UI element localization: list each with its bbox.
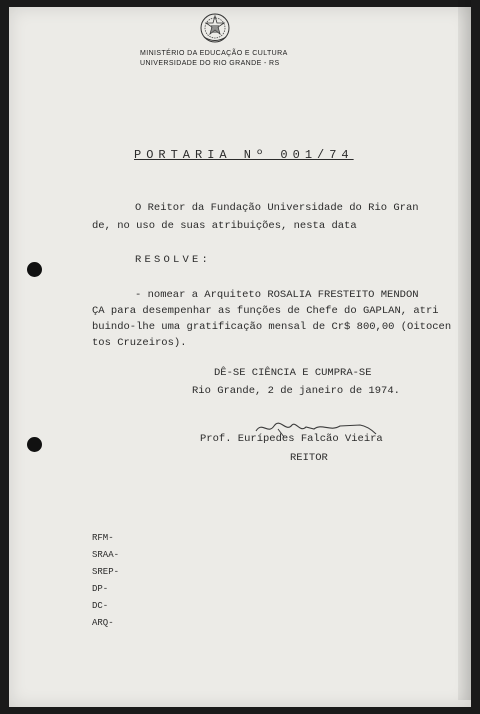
signatory-name: Prof. Eurípedes Falcão Vieira	[200, 433, 383, 445]
page-fold-shadow	[458, 0, 471, 700]
intro-line-1: O Reitor da Fundação Universidade do Rio Gran	[135, 202, 419, 214]
coat-of-arms-icon	[198, 11, 232, 45]
signatory-role: REITOR	[290, 452, 328, 464]
place-date: Rio Grande, 2 de janeiro de 1974.	[192, 385, 400, 397]
intro-line-2: de, no uso de suas atribuições, nesta data	[92, 220, 357, 232]
body-line-3: buindo-lhe uma gratificação mensal de Cr$ 800,00 (Oitocen	[92, 321, 452, 333]
ministry-heading: MINISTÉRIO DA EDUCAÇÃO E CULTURA	[140, 50, 288, 57]
body-line-2: ÇA para desempenhar as funções de Chefe do GAPLAN, atri	[92, 305, 439, 317]
document-page	[9, 7, 471, 707]
punch-hole	[27, 437, 42, 452]
university-heading: UNIVERSIDADE DO RIO GRANDE - RS	[140, 60, 280, 67]
distribution-item: SREP-	[92, 567, 120, 577]
distribution-item: SRAA-	[92, 550, 120, 560]
punch-hole	[27, 262, 42, 277]
distribution-item: ARQ-	[92, 618, 114, 628]
distribution-item: DP-	[92, 584, 109, 594]
resolve-heading: RESOLVE:	[135, 254, 212, 266]
body-line-4: tos Cruzeiros).	[92, 337, 187, 349]
document-title: PORTARIA Nº 001/74	[134, 148, 354, 162]
distribution-item: RFM-	[92, 533, 114, 543]
distribution-item: DC-	[92, 601, 109, 611]
body-line-1: - nomear a Arquiteto ROSALIA FRESTEITO MENDON	[135, 289, 419, 301]
closing-formula: DÊ-SE CIÊNCIA E CUMPRA-SE	[214, 367, 372, 379]
